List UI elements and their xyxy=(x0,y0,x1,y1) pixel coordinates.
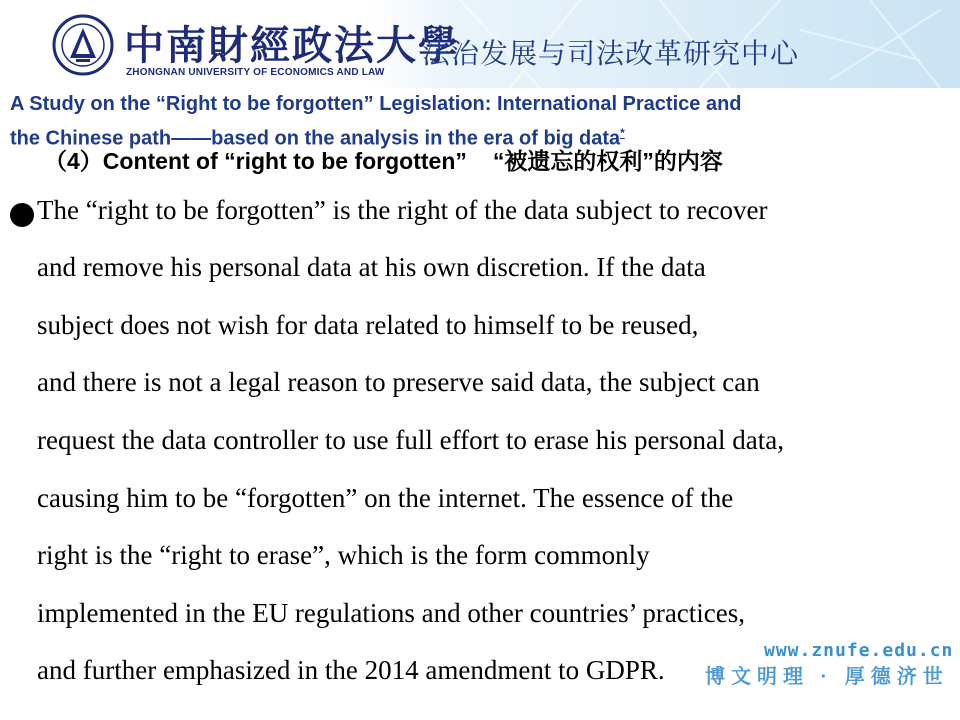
body-line: subject does not wish for data related to himself to be reused, xyxy=(37,310,699,340)
section-heading-cn: “被遗忘的权利”的内容 xyxy=(492,148,723,174)
body-line: and further emphasized in the 2014 amendment to GDPR. xyxy=(37,655,665,685)
body-line: causing him to be “forgotten” on the internet. The essence of the xyxy=(37,483,734,513)
body-line: and remove his personal data at his own discretion. If the data xyxy=(37,252,706,282)
university-seal-icon xyxy=(52,14,114,76)
body-line: implemented in the EU regulations and other countries’ practices, xyxy=(37,598,746,628)
university-name-en: ZHONGNAN UNIVERSITY OF ECONOMICS AND LAW xyxy=(126,67,385,78)
footer-motto: 博文明理 · 厚德济世 xyxy=(705,666,949,688)
university-name-cn: 中南財經政法大學 xyxy=(124,22,460,69)
body-line: and there is not a legal reason to preserve said data, the subject can xyxy=(37,367,760,397)
section-heading xyxy=(44,143,723,176)
section-heading-en: （4）Content of “right to be forgotten” xyxy=(44,148,467,174)
footer-url: www.znufe.edu.cn xyxy=(764,640,954,661)
study-title-line-2: the Chinese path——based on the analysis in the era of big data xyxy=(10,127,621,150)
study-title-line-1: A Study on the “Right to be forgotten” Legislation: International Practice and xyxy=(10,93,742,115)
bullet-point-icon xyxy=(10,203,34,227)
research-center-name: 法治发展与司法改革研究中心 xyxy=(422,37,800,70)
footnote-marker: * xyxy=(620,126,625,140)
body-line: request the data controller to use full effort to erase his personal data, xyxy=(37,425,784,455)
body-line: The “right to be forgotten” is the right of the data subject to recover xyxy=(37,195,768,225)
body-line: right is the “right to erase”, which is the form commonly xyxy=(37,540,650,570)
